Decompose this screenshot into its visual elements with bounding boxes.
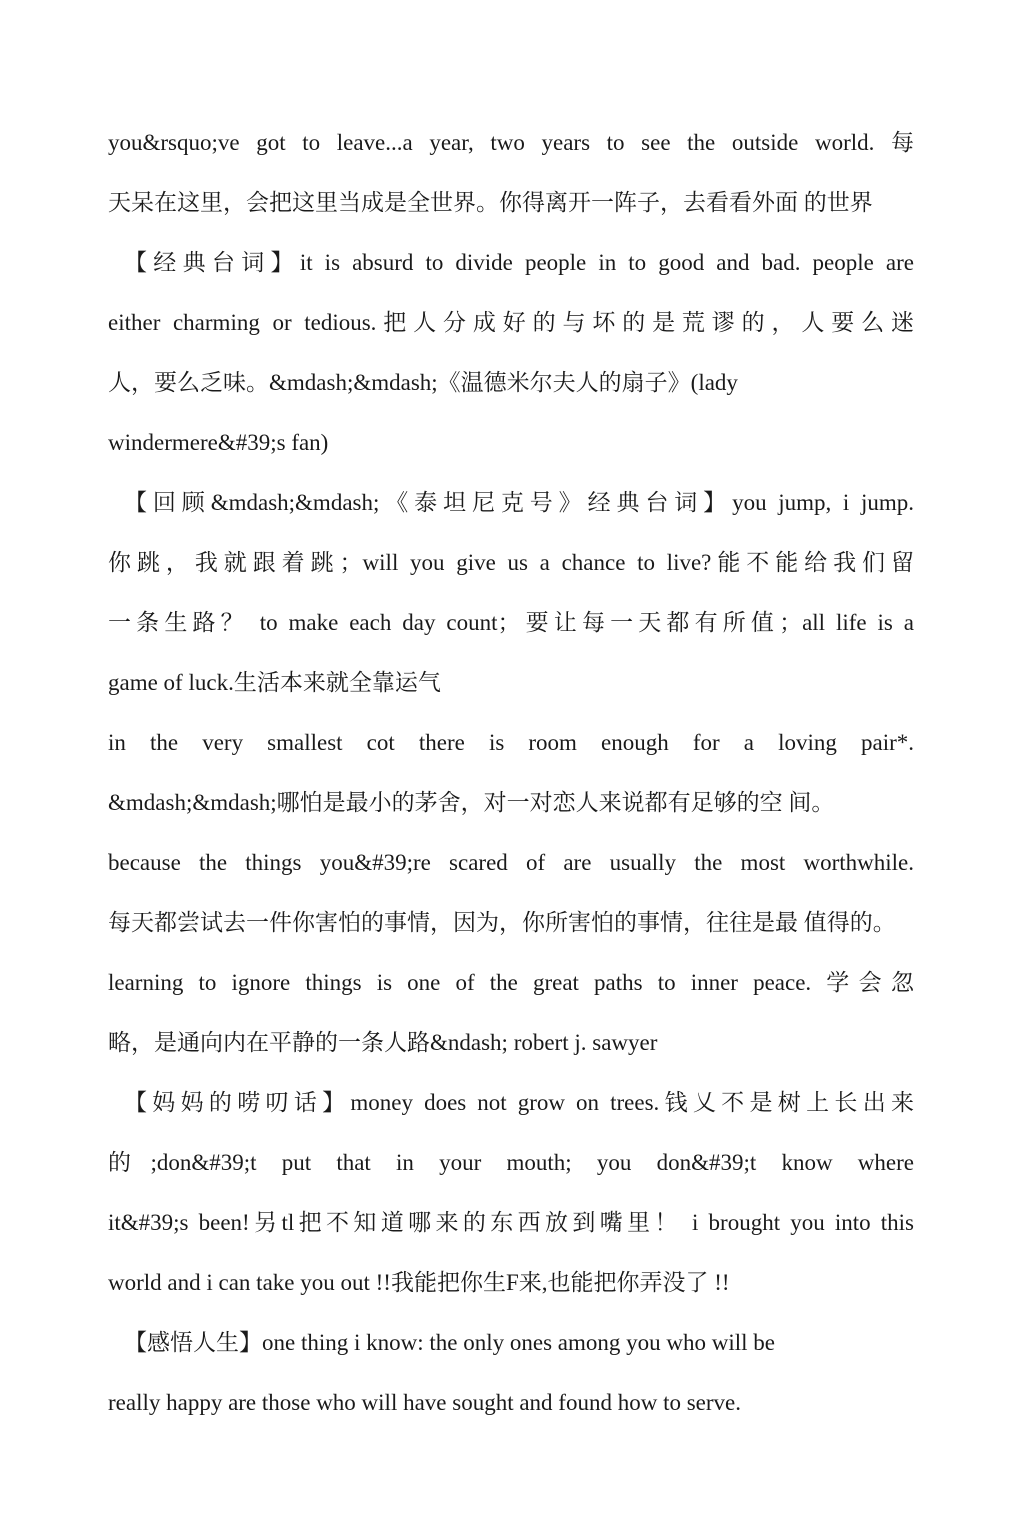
text-line: learning to ignore things is one of the great paths to inner peace. 学会忽 <box>108 970 914 995</box>
text-line: 天呆在这里，会把这里当成是全世界。你得离开一阵子，去看看外面 的世界 <box>108 190 873 215</box>
text-line: game of luck.生活本来就全靠运气 <box>108 670 441 695</box>
text-line: 的;don&#39;t put that in your mouth; you don&#39;t know where <box>108 1150 914 1175</box>
text-line: in the very smallest cot there is room enough for a loving pair*. <box>108 730 914 755</box>
text-line: &mdash;&mdash;哪怕是最小的茅舍，对一对恋人来说都有足够的空 间。 <box>108 790 835 815</box>
text-line: 【经典台词】it is absurd to divide people in to good and bad. people are <box>124 250 914 275</box>
text-line: you&rsquo;ve got to leave...a year, two years to see the outside world. 每 <box>108 130 914 155</box>
text-line: 每天都尝试去一件你害怕的事情，因为，你所害怕的事情，往往是最 值得的。 <box>108 910 896 935</box>
text-line: 人，要么乏味。&mdash;&mdash;《温德米尔夫人的扇子》(lady <box>108 370 738 395</box>
text-line: 略，是通向内在平静的一条人路&ndash; robert j. sawyer <box>108 1030 658 1055</box>
text-line: either charming or tedious.把人分成好的与坏的是荒谬的，人要么迷 <box>108 310 914 335</box>
text-line: 【感悟人生】one thing i know: the only ones among you who will be <box>124 1330 775 1355</box>
text-line: it&#39;s been!另tl把不知道哪来的东西放到嘴里！ i brought you into this <box>108 1210 914 1235</box>
text-line: 【回顾&mdash;&mdash;《泰坦尼克号》经典台词】you jump, i jump. <box>124 490 914 515</box>
text-line: 你跳，我就跟着跳；will you give us a chance to live?能不能给我们留 <box>108 550 914 575</box>
text-line: 【妈妈的唠叨话】money does not grow on trees.钱乂不是树上长出来 <box>124 1090 914 1115</box>
text-line: because the things you&#39;re scared of are usually the most worthwhile. <box>108 850 914 875</box>
text-line: 一条生路？ to make each day count；要让每一天都有所值；all life is a <box>108 610 914 635</box>
text-line: windermere&#39;s fan) <box>108 430 329 455</box>
text-line: really happy are those who will have sought and found how to serve. <box>108 1390 741 1415</box>
text-line: world and i can take you out !!我能把你生F来,也能把你弄没了 !! <box>108 1270 730 1295</box>
